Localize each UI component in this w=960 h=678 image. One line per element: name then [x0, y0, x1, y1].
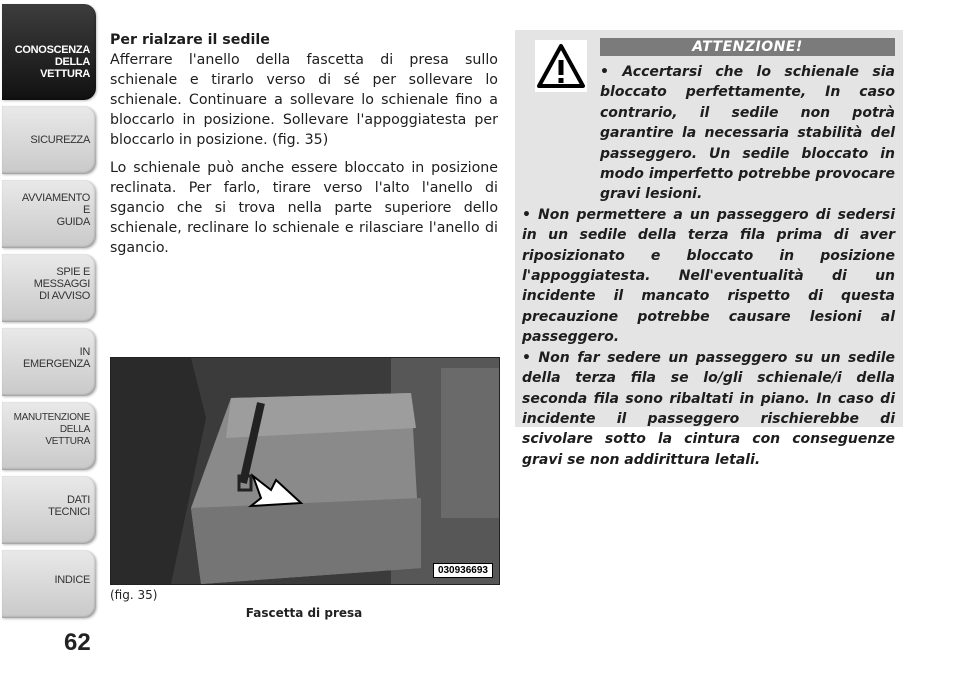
tab-avviamento-e-guida[interactable]: AVVIAMENTO E GUIDA — [2, 180, 96, 248]
warning-item: • Accertarsi che lo schienale sia bloccato perfettamente, In caso contrario, il sedile non potrà garantire la necessaria stabilità del passeggero. Un sedile bloccato in modo imperfetto potrebbe provocare gravi lesioni. — [600, 64, 895, 203]
main-text — [110, 30, 498, 266]
warning-box — [515, 30, 903, 468]
tab-manutenzione[interactable]: MANUTENZIONE DELLA VETTURA — [2, 402, 96, 470]
tab-indice[interactable]: INDICE — [2, 550, 96, 618]
tab-in-emergenza[interactable]: IN EMERGENZA — [2, 328, 96, 396]
figure-reference: (fig. 35) — [110, 588, 158, 602]
warning-title: ATTENZIONE! — [600, 38, 895, 56]
seat-illustration — [111, 358, 499, 584]
paragraph: Lo schienale può anche essere bloccato in posizione reclinata. Per farlo, tirare verso l'alto l'anello di sgancio che si trova nella parte superiore dello schienale, reclinare lo schienale e rilasciare l'anello di sgancio. — [110, 160, 498, 256]
section-heading: Per rialzare il sedile — [110, 32, 270, 48]
warning-triangle-icon — [535, 40, 587, 92]
warning-item: • Non far sedere un passeggero su un sedile della terza fila se lo/gli schienale/i della seconda fila sono ribaltati in piano. In caso di incidente il passeggero rischierebbe di scivolare sotto la cintura con conseguenze gravi se non addirittura letali. — [522, 349, 895, 468]
seat-strap-photo — [110, 357, 500, 585]
figure-caption: Fascetta di presa — [245, 606, 363, 620]
warning-item: • Non permettere a un passeggero di sedersi in un sedile della terza fila prima di aver riposizionato e bloccato in posizione l'appoggiatesta. Nell'eventualità di un incidente il mancato rispetto di questa precauzione potrebbe causare lesioni al passeggero. — [522, 206, 895, 346]
figure-id: 030936693 — [433, 563, 493, 578]
tab-sicurezza[interactable]: SICUREZZA — [2, 106, 96, 174]
tab-dati-tecnici[interactable]: DATI TECNICI — [2, 476, 96, 544]
tab-conoscenza-della-vettura[interactable]: CONOSCENZA DELLA VETTURA — [2, 4, 96, 100]
paragraph: Afferrare l'anello della fascetta di presa sullo schienale e tirarlo verso di sé per sollevare lo schienale. Continuare a sollevare lo schienale fino a bloccarlo in posizione. Sollevare l'appoggiatesta per bloccarlo in posizione. (fig. 35) — [110, 52, 498, 148]
sidebar-nav — [0, 0, 100, 640]
page-number: 62 — [64, 629, 91, 656]
warning-body — [522, 62, 895, 470]
tab-spie-e-messaggi[interactable]: SPIE E MESSAGGI DI AVVISO — [2, 254, 96, 322]
